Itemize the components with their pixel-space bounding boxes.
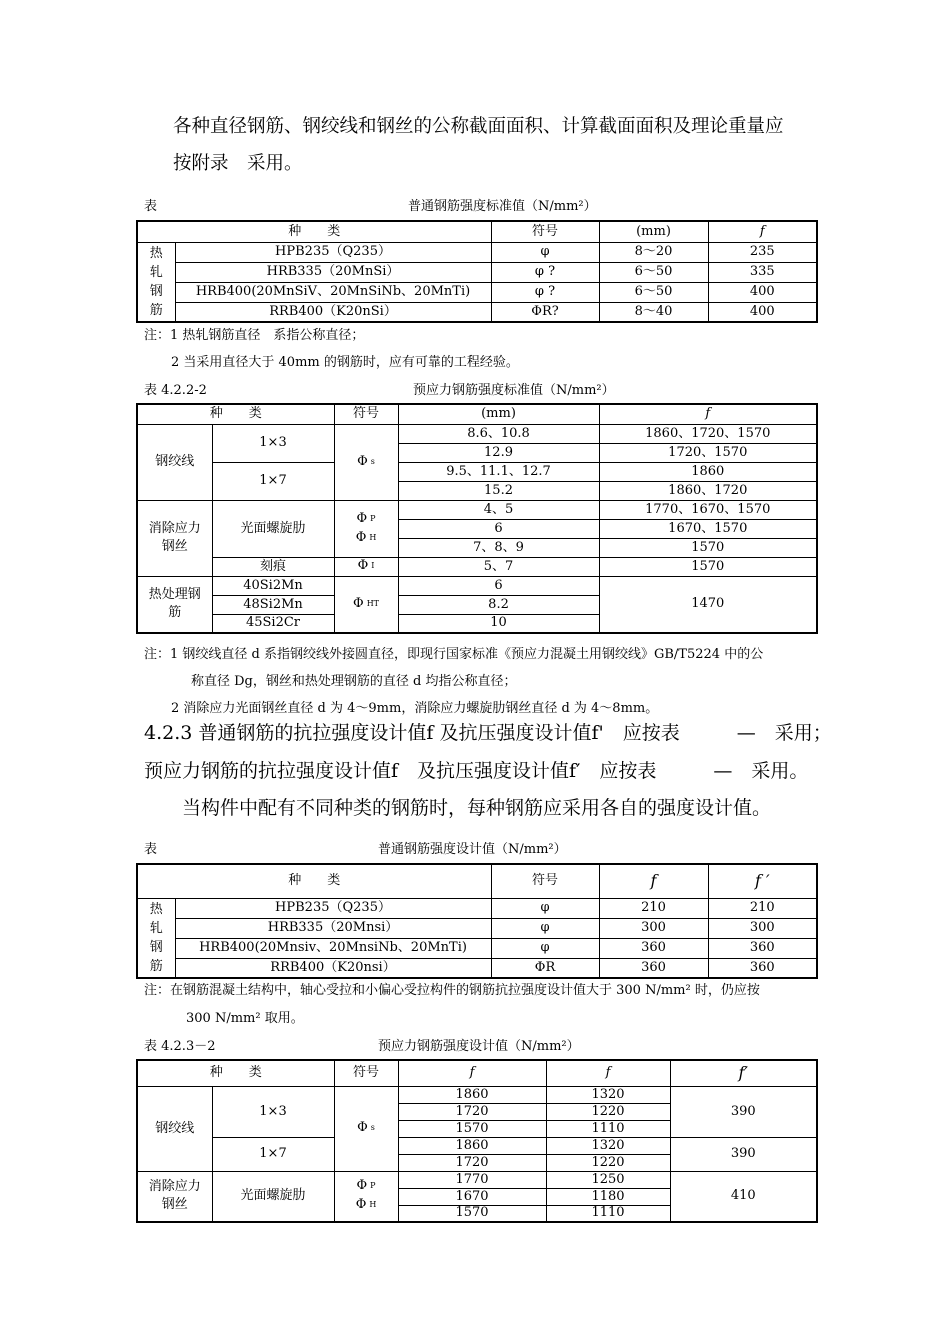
table1-header-symbol: 符号 (491, 221, 599, 242)
table2 (136, 403, 818, 634)
table1-label: 表 (144, 199, 158, 214)
table3-cell: HPB235（Q235） (175, 898, 491, 918)
table2-cell: 8.6、10.8 (398, 424, 599, 443)
table1-header-f: f (708, 221, 817, 242)
table2-cell: 10 (398, 614, 599, 633)
table4-kind-1x7: 1×7 (212, 1137, 334, 1171)
table4 (136, 1059, 818, 1223)
table3-header-kind: 种 类 (137, 864, 491, 898)
symbol-phi: Φ (357, 558, 369, 573)
table1-cell: 6～50 (599, 262, 708, 282)
table2-header-kind: 种 类 (137, 404, 334, 424)
table2-cell: 1860、1720、1570 (599, 424, 817, 443)
table2-kind-spiral: 光面螺旋肋 (212, 500, 334, 557)
table2-cell: 1570 (599, 557, 817, 576)
table1-cell: 335 (708, 262, 817, 282)
table4-cell: 1110 (546, 1120, 670, 1137)
table3-cell: φ (491, 938, 599, 958)
symbol-phi: Φ (355, 1197, 367, 1213)
table2-cell: 8.2 (398, 595, 599, 614)
table2-symbol-ph (334, 500, 398, 557)
table2-title: 预应力钢筋强度标准值（N/mm²） (413, 383, 615, 398)
table4-cell: 1860 (398, 1086, 546, 1103)
table1-cell: HPB235（Q235） (175, 242, 491, 262)
table4-cell: 1860 (398, 1137, 546, 1154)
symbol-phi: Φ (355, 529, 367, 545)
table3-cell: φ (491, 918, 599, 938)
table2-cell: 9.5、11.1、12.7 (398, 462, 599, 481)
table2-symbol-s (334, 424, 398, 500)
table3-cell: 210 (599, 898, 708, 918)
table4-cell: 1180 (546, 1188, 670, 1205)
table2-kind-1x3: 1×3 (212, 424, 334, 462)
table1-cell: φ ? (491, 262, 599, 282)
table4-kind-spiral: 光面螺旋肋 (212, 1171, 334, 1222)
symbol-h (335, 529, 398, 548)
table2-cell: 45Si2Cr (212, 614, 334, 633)
table2-group-heat (137, 576, 212, 633)
table2-symbol-ht (334, 576, 398, 633)
table2-kind-1x7: 1×7 (212, 462, 334, 500)
table4-cell: 1570 (398, 1120, 546, 1137)
table3-header-symbol: 符号 (491, 864, 599, 898)
table4-cell: 1670 (398, 1188, 546, 1205)
table2-cell: 40Si2Mn (212, 576, 334, 595)
table2-cell: 4、5 (398, 500, 599, 519)
table4-header-symbol: 符号 (334, 1060, 398, 1086)
table3-cell: 210 (708, 898, 817, 918)
table3-cell: 360 (708, 938, 817, 958)
table2-group-wire-label: 消除应力钢丝 (148, 521, 201, 554)
symbol-h (335, 1196, 398, 1215)
table3-cell: 300 (708, 918, 817, 938)
table2-cell: 1860、1720 (599, 481, 817, 500)
table2-cell: 1720、1570 (599, 443, 817, 462)
table3-cell: RRB400（K20nsi） (175, 958, 491, 978)
table4-cell: 1320 (546, 1086, 670, 1103)
symbol-p (335, 510, 398, 529)
table3-cell: 360 (708, 958, 817, 978)
table4-group-wire (137, 1171, 212, 1222)
table3-cell: HRB400(20Mnsiv、20MnsiNb、20MnTi) (175, 938, 491, 958)
table1-title: 普通钢筋强度标准值（N/mm²） (408, 199, 597, 214)
table4-cell: 1770 (398, 1171, 546, 1188)
table2-note-2: 2 消除应力光面钢丝直径 d 为 4～9mm，消除应力螺旋肋钢丝直径 d 为 4～8mm。 (171, 701, 659, 716)
table2-label: 表 4.2.2-2 (144, 383, 207, 398)
table2-header-f: f (599, 404, 817, 424)
table4-cell: 1220 (546, 1103, 670, 1120)
symbol-phi: Φ (356, 510, 368, 526)
section-line-2: 预应力钢筋的抗拉强度设计值f 及抗压强度设计值f′ 应按表 — 采用。 (144, 760, 809, 782)
table4-symbol-ph (334, 1171, 398, 1222)
table1 (136, 220, 818, 323)
table1-cell: RRB400（K20nSi） (175, 302, 491, 322)
table2-cell: 1670、1570 (599, 519, 817, 538)
table1-cell: 400 (708, 302, 817, 322)
table4-kind-1x3: 1×3 (212, 1086, 334, 1137)
table4-header-f-py: f (546, 1060, 670, 1086)
table2-cell: 1570 (599, 538, 817, 557)
symbol-phi: Φ (357, 1120, 368, 1135)
table1-cell: ΦR? (491, 302, 599, 322)
section-line-1: 4.2.3 普通钢筋的抗拉强度设计值f 及抗压强度设计值f' 应按表 — 采用； (144, 722, 832, 744)
table4-cell: 1250 (546, 1171, 670, 1188)
table4-cell: 390 (670, 1086, 817, 1137)
table1-cell: 6～50 (599, 282, 708, 302)
table2-header-d: (mm) (398, 404, 599, 424)
table3 (136, 863, 818, 979)
table1-cell: HRB400(20MnSiV、20MnSiNb、20MnTi) (175, 282, 491, 302)
table2-header-symbol: 符号 (334, 404, 398, 424)
intro-line-1: 各种直径钢筋、钢绞线和钢丝的公称截面面积、计算截面面积及理论重量应 (173, 116, 784, 137)
table2-symbol-i (334, 557, 398, 576)
table2-cell: 15.2 (398, 481, 599, 500)
table4-cell: 390 (670, 1137, 817, 1171)
table3-cell: ΦR (491, 958, 599, 978)
table2-cell: 5、7 (398, 557, 599, 576)
table2-cell: 6 (398, 576, 599, 595)
table1-group (137, 242, 175, 322)
table2-group-wire (137, 500, 212, 576)
table2-cell: 1860 (599, 462, 817, 481)
table2-cell: 12.9 (398, 443, 599, 462)
table1-cell: 235 (708, 242, 817, 262)
table3-note-1: 注：在钢筋混凝土结构中，轴心受拉和小偏心受拉构件的钢筋抗拉强度设计值大于 300 N/mm² 时，仍应按 (144, 983, 760, 998)
table4-cell: 1720 (398, 1103, 546, 1120)
table3-header-f-prime: f ′ (708, 864, 817, 898)
table3-cell: 360 (599, 938, 708, 958)
symbol-phi: Φ (357, 453, 368, 469)
table4-label: 表 4.2.3－2 (144, 1039, 216, 1054)
table4-group-wire-label: 消除应力钢丝 (148, 1179, 201, 1213)
table1-cell: 400 (708, 282, 817, 302)
symbol-sub: H (369, 532, 377, 542)
table3-group (137, 898, 175, 978)
table2-cell: 6 (398, 519, 599, 538)
table4-cell: 1320 (546, 1137, 670, 1154)
table3-cell: 300 (599, 918, 708, 938)
table4-symbol-s (334, 1086, 398, 1171)
symbol-sub: I (371, 561, 375, 570)
table4-cell: 1220 (546, 1154, 670, 1171)
table4-cell: 1720 (398, 1154, 546, 1171)
table2-note-1b: 称直径 Dg，钢丝和热处理钢筋的直径 d 均指公称直径； (191, 674, 517, 689)
symbol-phi: Φ (353, 595, 364, 611)
symbol-phi: Φ (356, 1178, 368, 1194)
table3-label: 表 (144, 842, 158, 857)
table2-group-strand: 钢绞线 (137, 424, 212, 500)
table1-group-label: 热轧钢筋 (149, 245, 163, 318)
table2-cell: 7、8、9 (398, 538, 599, 557)
table1-header-kind: 种 类 (137, 221, 491, 242)
symbol-sub: s (370, 1123, 375, 1132)
table2-cell: 1770、1670、1570 (599, 500, 817, 519)
table1-cell: 8～20 (599, 242, 708, 262)
symbol-sub: s (370, 456, 375, 466)
table4-title: 预应力钢筋强度设计值（N/mm²） (378, 1039, 580, 1054)
table4-group-strand: 钢绞线 (137, 1086, 212, 1171)
table3-cell: 360 (599, 958, 708, 978)
table1-header-d: (mm) (599, 221, 708, 242)
symbol-sub: H (369, 1200, 377, 1210)
symbol-p (335, 1177, 398, 1196)
table1-cell: 8～40 (599, 302, 708, 322)
table1-note-2: 2 当采用直径大于 40mm 的钢筋时，应有可靠的工程经验。 (171, 355, 519, 370)
intro-line-2: 按附录 采用。 (173, 153, 303, 174)
table3-note-2: 300 N/mm² 取用。 (186, 1011, 304, 1026)
symbol-sub: P (370, 513, 376, 523)
table3-cell: HRB335（20Mnsi） (175, 918, 491, 938)
symbol-sub: HT (366, 598, 379, 608)
section-line-3: 当构件中配有不同种类的钢筋时，每种钢筋应采用各自的强度设计值。 (182, 797, 772, 819)
table3-group-label: 热轧钢筋 (149, 901, 163, 974)
table1-cell: HRB335（20MnSi） (175, 262, 491, 282)
table4-cell: 410 (670, 1171, 817, 1222)
table4-cell: 1570 (398, 1205, 546, 1222)
table3-cell: φ (491, 898, 599, 918)
table2-cell: 1470 (599, 576, 817, 633)
table2-note-1a: 注：1 钢绞线直径 d 系指钢绞线外接圆直径，即现行国家标准《预应力混凝土用钢绞线》GB/T5224 中的公 (144, 647, 764, 662)
symbol-sub: P (370, 1181, 376, 1191)
table2-group-heat-label: 热处理钢筋 (148, 587, 201, 621)
table3-header-f: f (599, 864, 708, 898)
table2-cell: 48Si2Mn (212, 595, 334, 614)
table3-title: 普通钢筋强度设计值（N/mm²） (378, 842, 567, 857)
table4-header-kind: 种 类 (137, 1060, 334, 1086)
table1-note-1: 注：1 热轧钢筋直径 系指公称直径； (144, 328, 365, 343)
table2-kind-indent: 刻痕 (212, 557, 334, 576)
table1-cell: φ (491, 242, 599, 262)
table4-cell: 1110 (546, 1205, 670, 1222)
table4-header-f-prime: f′ (670, 1060, 817, 1086)
table4-header-f-ptk: f (398, 1060, 546, 1086)
table1-cell: φ ? (491, 282, 599, 302)
